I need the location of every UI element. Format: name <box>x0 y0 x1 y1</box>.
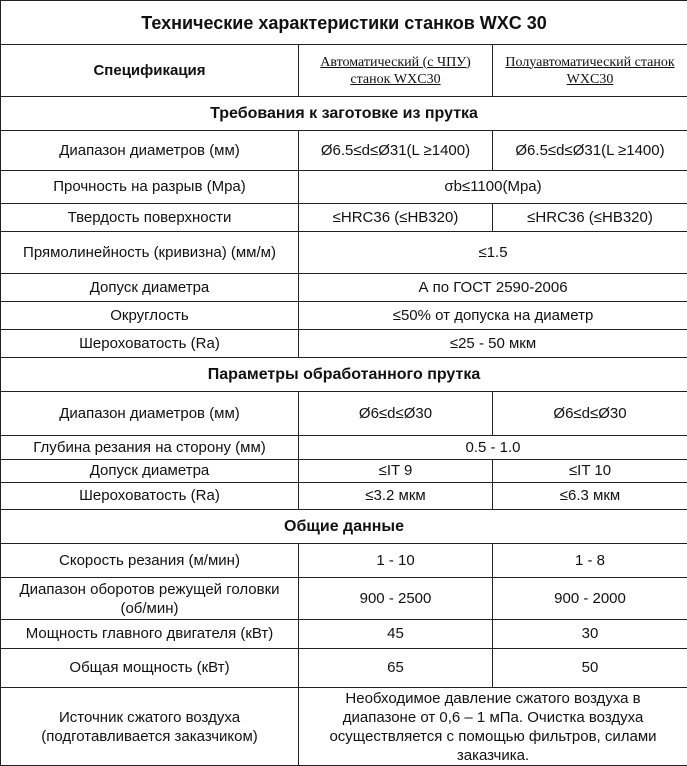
section-blank: Требования к заготовке из прутка <box>1 97 687 131</box>
table-row <box>1 204 687 232</box>
table-row <box>1 688 687 766</box>
table-row <box>1 578 687 620</box>
row-label: Допуск диаметра <box>1 274 299 302</box>
row-label: Округлость <box>1 302 299 330</box>
shared-value: ≤25 - 50 мкм <box>299 330 687 358</box>
table-row <box>1 649 687 688</box>
section-row <box>1 510 687 544</box>
table-row <box>1 544 687 578</box>
auto-column-header: Автоматический (с ЧПУ) станок WXC30 <box>299 45 493 97</box>
row-label: Диапазон оборотов режущей головки (об/мин) <box>1 578 299 620</box>
table-row <box>1 330 687 358</box>
section-general: Общие данные <box>1 510 687 544</box>
row-label: Шероховатость (Ra) <box>1 330 299 358</box>
auto-value: Ø6.5≤d≤Ø31(L ≥1400) <box>299 131 493 171</box>
shared-value: А по ГОСТ 2590-2006 <box>299 274 687 302</box>
table-row <box>1 392 687 436</box>
auto-value: ≤HRC36 (≤HB320) <box>299 204 493 232</box>
row-label: Мощность главного двигателя (кВт) <box>1 620 299 649</box>
row-label: Диапазон диаметров (мм) <box>1 131 299 171</box>
semi-value: Ø6≤d≤Ø30 <box>493 392 687 436</box>
semi-value: 30 <box>493 620 687 649</box>
table-row <box>1 460 687 483</box>
row-label: Глубина резания на сторону (мм) <box>1 436 299 460</box>
auto-value: ≤IT 9 <box>299 460 493 483</box>
table-row <box>1 232 687 274</box>
shared-value: 0.5 - 1.0 <box>299 436 687 460</box>
section-processed: Параметры обработанного прутка <box>1 358 687 392</box>
row-label: Прочность на разрыв (Mpa) <box>1 171 299 204</box>
title-row <box>1 1 687 45</box>
semi-value: 1 - 8 <box>493 544 687 578</box>
semi-value: ≤6.3 мкм <box>493 483 687 510</box>
section-row <box>1 358 687 392</box>
row-label: Твердость поверхности <box>1 204 299 232</box>
semi-value: 50 <box>493 649 687 688</box>
semi-value: Ø6.5≤d≤Ø31(L ≥1400) <box>493 131 687 171</box>
table-title: Технические характеристики станков WXC 30 <box>1 1 687 45</box>
auto-value: 45 <box>299 620 493 649</box>
semi-value: 900 - 2000 <box>493 578 687 620</box>
row-label: Источник сжатого воздуха (подготавливается заказчиком) <box>1 688 299 766</box>
shared-value: ≤1.5 <box>299 232 687 274</box>
auto-value: 1 - 10 <box>299 544 493 578</box>
section-row <box>1 97 687 131</box>
table-row <box>1 483 687 510</box>
row-label: Шероховатость (Ra) <box>1 483 299 510</box>
table-row <box>1 436 687 460</box>
shared-value: σb≤1100(Mpa) <box>299 171 687 204</box>
row-label: Допуск диаметра <box>1 460 299 483</box>
table-row <box>1 131 687 171</box>
row-label: Общая мощность (кВт) <box>1 649 299 688</box>
header-row <box>1 45 687 97</box>
auto-value: Ø6≤d≤Ø30 <box>299 392 493 436</box>
row-label: Диапазон диаметров (мм) <box>1 392 299 436</box>
auto-value: 900 - 2500 <box>299 578 493 620</box>
table-row <box>1 171 687 204</box>
semi-column-header: Полуавтоматический станок WXC30 <box>493 45 687 97</box>
table-row <box>1 620 687 649</box>
semi-value: ≤HRC36 (≤HB320) <box>493 204 687 232</box>
table-row <box>1 302 687 330</box>
auto-value: ≤3.2 мкм <box>299 483 493 510</box>
row-label: Скорость резания (м/мин) <box>1 544 299 578</box>
spec-header: Спецификация <box>1 45 299 97</box>
shared-value: Необходимое давление сжатого воздуха в диапазоне от 0,6 – 1 мПа. Очистка воздуха осуществляется с помощью фильтров, силами заказчика. <box>299 688 687 766</box>
semi-value: ≤IT 10 <box>493 460 687 483</box>
auto-value: 65 <box>299 649 493 688</box>
row-label: Прямолинейность (кривизна) (мм/м) <box>1 232 299 274</box>
table-row <box>1 274 687 302</box>
shared-value: ≤50% от допуска на диаметр <box>299 302 687 330</box>
